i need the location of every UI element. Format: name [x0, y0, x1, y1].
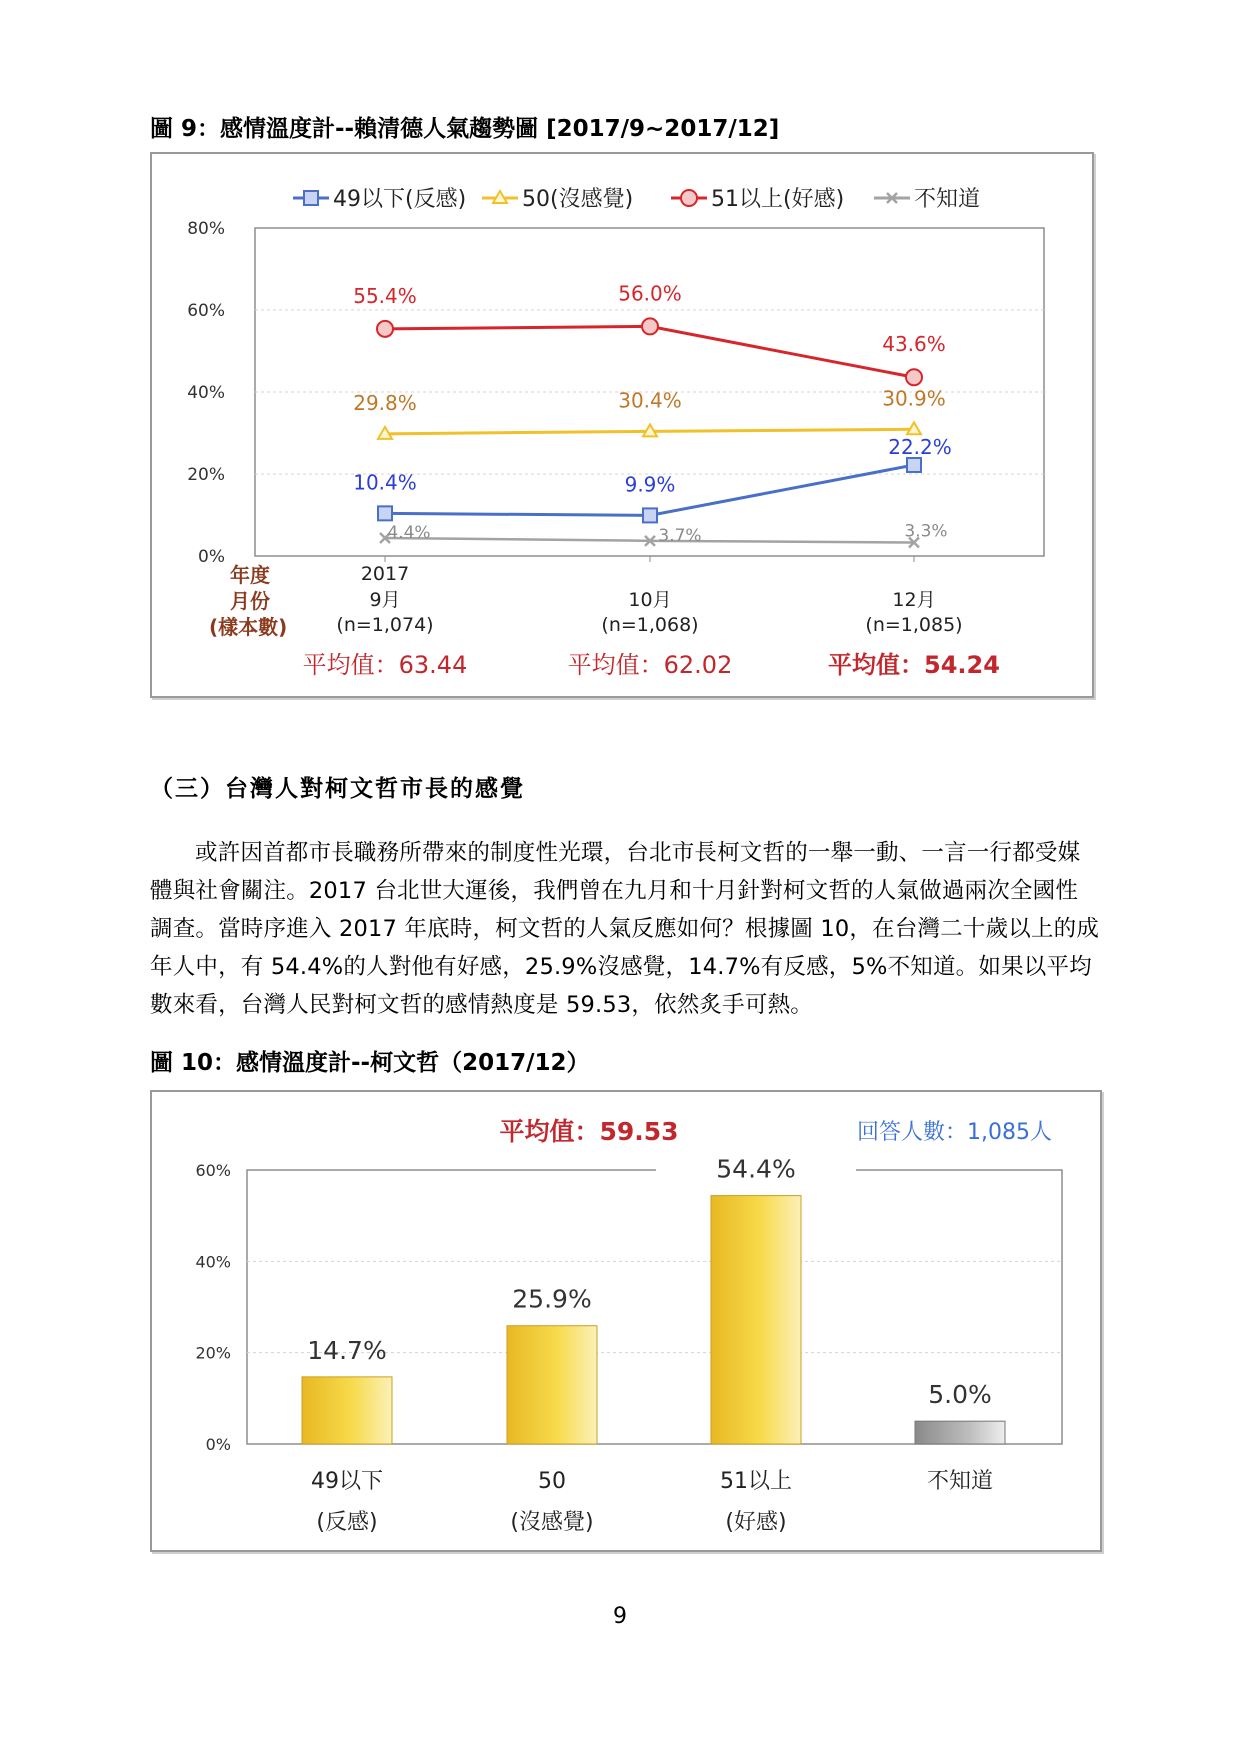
legend-label: 49以下(反感): [333, 187, 467, 212]
data-label: 4.4%: [387, 522, 431, 543]
figure-10-caption: 圖 10：感情溫度計--柯文哲（2017/12）: [150, 1050, 590, 1076]
data-label: 25.9%: [512, 1284, 592, 1314]
bar: [302, 1377, 392, 1444]
legend-item: [874, 187, 980, 212]
data-label: 3.3%: [904, 521, 948, 542]
category-sublabel: (反感): [316, 1510, 378, 1535]
data-label: 29.8%: [353, 390, 417, 415]
legend-marker: [681, 190, 697, 206]
y-tick-label: 60%: [187, 301, 225, 321]
body-paragraph: 或許因首都市長職務所帶來的制度性光環，台北市長柯文哲的一舉一動、一言一行都受媒體與社會關注。2017 台北世大運後，我們曾在九月和十月針對柯文哲的人氣做過兩次全國性調查。當時序進入 2017 年底時，柯文哲的人氣反應如何？根據圖 10，在台灣二十歲以上的成年人中，有 54.4%的人對他有好感，25.9%沒感覺，14.7%有反感，5%不知道。如果以平均數來看，台灣人民對柯文哲的感情熱度是 59.53，依然炙手可熱。: [150, 840, 1100, 1018]
legend-label: 不知道: [914, 187, 981, 212]
data-point: [643, 508, 657, 522]
data-label: 22.2%: [888, 434, 952, 459]
y-tick-label: 80%: [187, 219, 225, 239]
data-point: [642, 318, 658, 334]
category-label: 49以下: [311, 1469, 383, 1494]
legend-label: 50(沒感覺): [522, 187, 634, 212]
respondents-label: 回答人數：1,085人: [857, 1120, 1052, 1145]
legend-item: [482, 187, 633, 212]
average-label: 平均值：62.02: [567, 651, 733, 679]
bar: [507, 1326, 597, 1444]
legend-item: [293, 187, 466, 212]
x-year-label: 2017: [360, 563, 410, 585]
data-label: 54.4%: [716, 1154, 796, 1184]
x-sample-label: (n=1,074): [336, 614, 434, 636]
data-point: [906, 369, 922, 385]
x-sample-label: (n=1,085): [865, 614, 963, 636]
data-label: 3.7%: [658, 525, 702, 546]
bar-group: [915, 1380, 1005, 1494]
figure-9-chart: [150, 152, 1094, 698]
y-tick-label: 20%: [195, 1343, 231, 1363]
y-tick-label: 40%: [187, 383, 225, 403]
data-label: 30.4%: [618, 388, 682, 413]
data-label: 56.0%: [618, 281, 682, 306]
data-label: 5.0%: [928, 1380, 992, 1410]
legend-label: 51以上(好感): [711, 187, 845, 212]
data-point: [378, 506, 392, 520]
figure-9-caption: 圖 9：感情溫度計--賴清德人氣趨勢圖 [2017/9~2017/12]: [150, 116, 780, 142]
figure-10-chart: [150, 1090, 1102, 1552]
category-label: 50: [538, 1469, 566, 1494]
bar: [915, 1421, 1005, 1444]
y-tick-label: 0%: [205, 1435, 231, 1454]
y-tick-label: 0%: [198, 547, 225, 567]
category-sublabel: (沒感覺): [510, 1510, 594, 1535]
x-month-label: 9月: [369, 589, 401, 611]
bar: [711, 1196, 801, 1444]
category-label: 51以上: [720, 1469, 792, 1494]
y-tick-label: 20%: [187, 465, 225, 485]
average-label: 平均值：63.44: [302, 651, 468, 679]
axis-side-label: 年度: [230, 563, 270, 587]
data-label: 55.4%: [353, 283, 417, 308]
x-month-label: 12月: [892, 589, 936, 611]
x-sample-label: (n=1,068): [601, 614, 699, 636]
data-point: [377, 321, 393, 337]
axis-side-label: (樣本數): [209, 615, 288, 639]
legend-item: [671, 187, 844, 212]
section-heading: （三）台灣人對柯文哲市長的感覺: [150, 776, 525, 802]
page-number: 9: [613, 1604, 627, 1629]
category-label: 不知道: [926, 1469, 994, 1494]
y-tick-label: 60%: [195, 1161, 231, 1180]
data-label: 10.4%: [353, 470, 417, 495]
axis-side-label: 月份: [230, 589, 270, 613]
data-label: 30.9%: [882, 386, 946, 411]
x-month-label: 10月: [628, 589, 672, 611]
y-tick-label: 40%: [195, 1252, 231, 1272]
data-label: 9.9%: [624, 472, 676, 497]
data-point: [907, 458, 921, 472]
average-label: 平均值：59.53: [499, 1117, 679, 1146]
average-label: 平均值：54.24: [828, 651, 1000, 679]
category-sublabel: (好感): [725, 1510, 787, 1535]
legend-marker: [304, 191, 318, 205]
line-chart: [152, 154, 1092, 696]
data-label: 14.7%: [307, 1335, 387, 1365]
data-label: 43.6%: [882, 332, 946, 357]
bar-chart: [152, 1092, 1100, 1550]
